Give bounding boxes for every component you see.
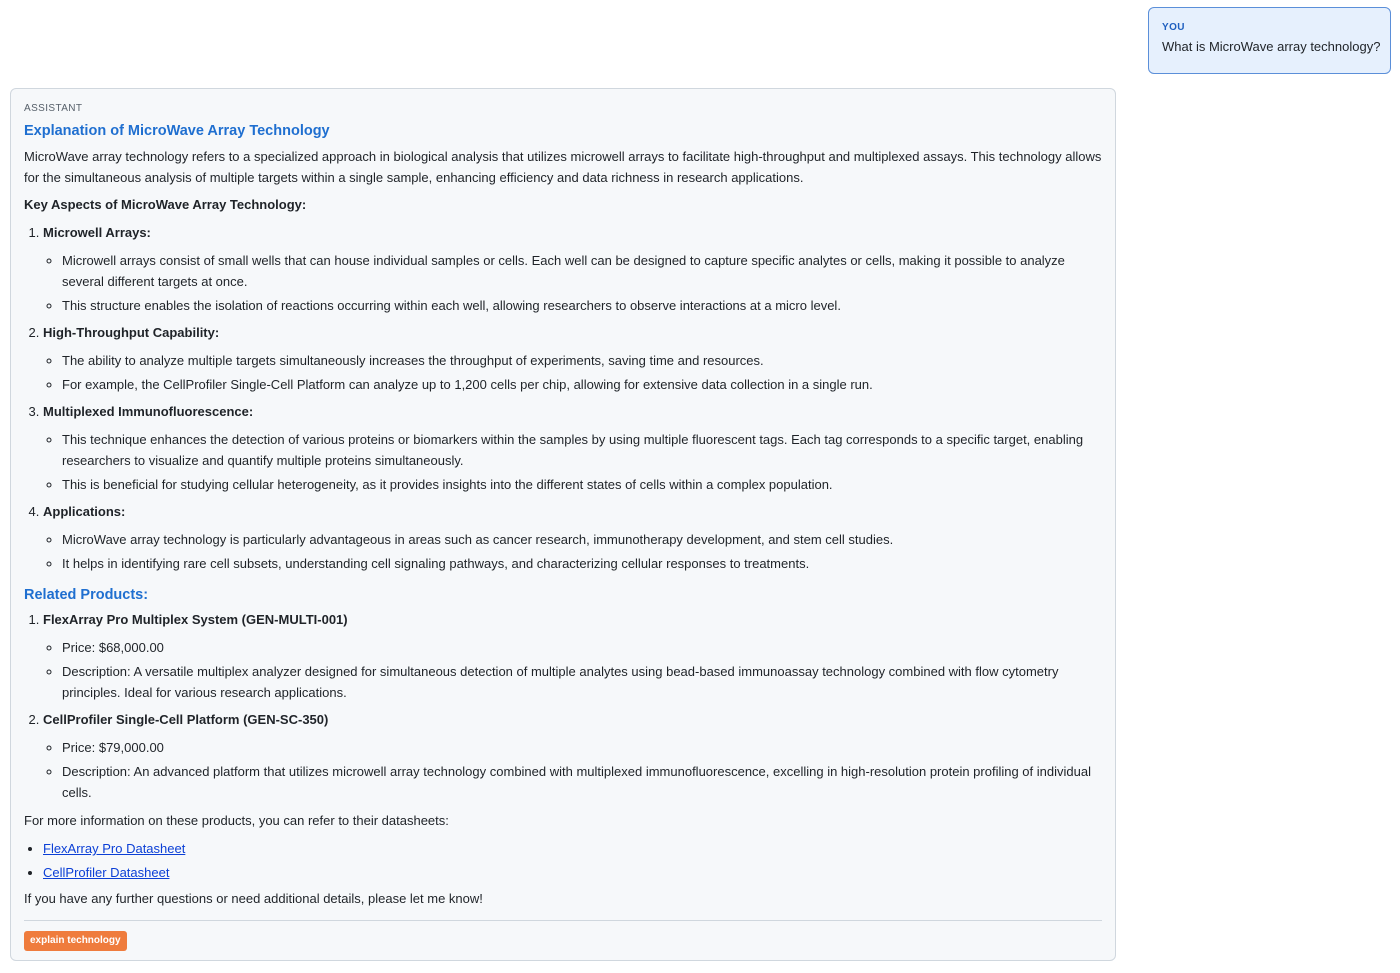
aspect-item bbox=[43, 323, 1102, 395]
user-message-text: What is MicroWave array technology? bbox=[1162, 39, 1381, 54]
assistant-role-label: ASSISTANT bbox=[24, 103, 83, 114]
key-aspects-title: Key Aspects of MicroWave Array Technology: bbox=[24, 197, 307, 212]
aspect-title: Multiplexed Immunofluorescence: bbox=[43, 403, 254, 419]
aspect-points bbox=[43, 529, 1102, 574]
datasheet-link-item bbox=[43, 838, 1102, 859]
related-products-title: Related Products: bbox=[24, 586, 149, 603]
aspect-title: Microwell Arrays: bbox=[43, 224, 151, 240]
product-title: FlexArray Pro Multiplex System (GEN-MULTI-001) bbox=[43, 611, 348, 627]
aspect-points bbox=[43, 429, 1102, 495]
intro-paragraph: MicroWave array technology refers to a specialized approach in biological analysis that utilizes microwell arrays to facilitate high-throughput and multiplexed assays. This technology allows for the simultaneous analysis of multiple targets within a single sample, enhancing efficiency and data richness in research applications. bbox=[24, 149, 1102, 185]
more-info-text: For more information on these products, you can refer to their datasheets: bbox=[24, 812, 449, 828]
aspect-title: High-Throughput Capability: bbox=[43, 324, 220, 340]
aspects-list bbox=[24, 223, 1102, 574]
products-list bbox=[24, 610, 1102, 803]
aspect-points bbox=[43, 250, 1102, 316]
aspect-point: ◦ The ability to analyze multiple targets simultaneously increases the throughput of experiments, saving time and resources. bbox=[62, 350, 1102, 371]
closing-text: If you have any further questions or need additional details, please let me know! bbox=[24, 891, 483, 906]
user-role-label: YOU bbox=[1162, 22, 1185, 33]
product-price: ◦ Price: $79,000.00 bbox=[62, 737, 1102, 758]
product-details bbox=[43, 637, 1102, 703]
aspect-point: ◦ This technique enhances the detection of various proteins or biomarkers within the samples by using multiple fluorescent tags. Each tag corresponds to a specific target, enabling researchers to visualize and quantify multiple proteins simultaneously. bbox=[62, 429, 1102, 471]
product-description: ◦ Description: An advanced platform that utilizes microwell array technology combined with multiplexed immunofluorescence, excelling in high-resolution protein profiling of individual cells. bbox=[62, 761, 1102, 803]
aspect-item bbox=[43, 502, 1102, 574]
response-heading: Explanation of MicroWave Array Technology bbox=[24, 123, 330, 139]
divider bbox=[24, 920, 1102, 921]
aspect-title: Applications: bbox=[43, 503, 126, 519]
aspect-points bbox=[43, 350, 1102, 395]
aspect-point: ◦ MicroWave array technology is particularly advantageous in areas such as cancer research, immunotherapy development, and stem cell studies. bbox=[62, 529, 1102, 550]
user-message-bubble bbox=[1148, 7, 1391, 74]
product-title: CellProfiler Single-Cell Platform (GEN-SC-350) bbox=[43, 711, 329, 727]
product-item bbox=[43, 610, 1102, 703]
aspect-point: ◦ This is beneficial for studying cellular heterogeneity, as it provides insights into the different states of cells within a complex population. bbox=[62, 474, 1102, 495]
product-details bbox=[43, 737, 1102, 803]
aspect-point: ◦ Microwell arrays consist of small wells that can house individual samples or cells. Each well can be designed to capture specific analytes or cells, making it possible to analyze several different targets at once. bbox=[62, 250, 1102, 292]
aspect-point: ◦ It helps in identifying rare cell subsets, understanding cell signaling pathways, and characterizing cellular responses to treatments. bbox=[62, 553, 1102, 574]
assistant-message bbox=[10, 88, 1116, 961]
aspect-item bbox=[43, 223, 1102, 316]
product-price: ◦ Price: $68,000.00 bbox=[62, 637, 1102, 658]
cellprofiler-datasheet-link[interactable]: CellProfiler Datasheet bbox=[43, 865, 170, 880]
flexarray-datasheet-link[interactable]: FlexArray Pro Datasheet bbox=[43, 841, 186, 856]
aspect-point: ◦ For example, the CellProfiler Single-Cell Platform can analyze up to 1,200 cells per chip, allowing for extensive data collection in a single run. bbox=[62, 374, 1102, 395]
aspect-item bbox=[43, 402, 1102, 495]
product-item bbox=[43, 710, 1102, 803]
aspect-point: ◦ This structure enables the isolation of reactions occurring within each well, allowing researchers to observe interactions at a micro level. bbox=[62, 295, 1102, 316]
datasheet-link-item bbox=[43, 862, 1102, 883]
product-description: ◦ Description: A versatile multiplex analyzer designed for simultaneous detection of multiple analytes using bead-based immunoassay technology combined with flow cytometry principles. Ideal for various research applications. bbox=[62, 661, 1102, 703]
intent-tag: explain technology bbox=[24, 931, 127, 951]
datasheet-links bbox=[24, 838, 1102, 883]
